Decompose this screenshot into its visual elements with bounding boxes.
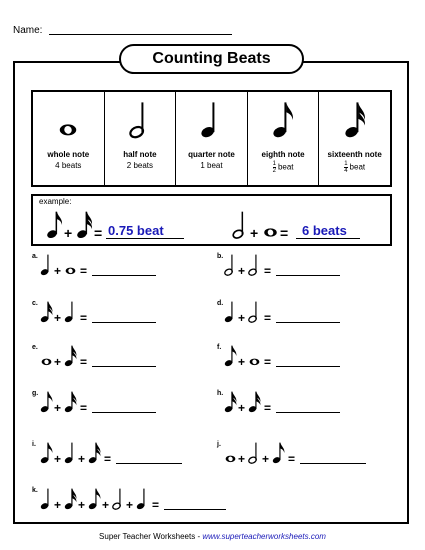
equals-sign: =: [80, 264, 88, 278]
note-name: quarter note: [188, 150, 235, 159]
half-note-icon: [248, 253, 261, 282]
answer-line-7[interactable]: [276, 412, 340, 413]
answer-line-6[interactable]: [92, 412, 156, 413]
plus-sign: +: [54, 498, 62, 512]
example-answer-1: 0.75 beat: [108, 223, 164, 238]
notes-reference-table: [31, 90, 392, 187]
beat-fraction: $\frac{1}{2}$: [272, 161, 276, 174]
name-line[interactable]: [49, 34, 232, 35]
note-name: sixteenth note: [327, 150, 382, 159]
eighth-note-icon: [40, 441, 53, 470]
quarter-note-icon: [40, 253, 53, 282]
plus-sign: +: [78, 498, 86, 512]
quarter-note-icon: [40, 487, 53, 516]
sixteenth-note-icon: [248, 390, 261, 419]
sixteenth-note-icon: [40, 300, 53, 329]
equals-sign: =: [80, 401, 88, 415]
sixteenth-note-icon: [224, 390, 237, 419]
equals-sign: =: [264, 264, 272, 278]
note-beats: 2 beats: [126, 161, 154, 170]
answer-line-9[interactable]: [300, 463, 366, 464]
plus-sign: +: [262, 452, 270, 466]
plus-sign: +: [126, 498, 134, 512]
plus-sign: +: [102, 498, 110, 512]
answer-line-3[interactable]: [276, 322, 340, 323]
note-beats: $\frac{1}{2}$ beat: [272, 161, 294, 174]
half-note-icon: [248, 441, 261, 470]
question-letter: k.: [32, 487, 38, 494]
equals-sign: =: [264, 311, 272, 325]
footer-link[interactable]: www.superteacherworksheets.com: [202, 532, 326, 541]
plus-sign: +: [64, 225, 73, 241]
question-letter: j.: [217, 441, 221, 448]
half-note-icon: [232, 210, 249, 245]
half-note-icon: [224, 253, 237, 282]
quarter-note-icon: [64, 300, 77, 329]
answer-line-2[interactable]: [92, 322, 156, 323]
half-note-icon: [248, 300, 261, 329]
plus-sign: +: [250, 225, 259, 241]
answer-line-0[interactable]: [92, 275, 156, 276]
example-answer-2: 6 beats: [302, 223, 347, 238]
quarter-note-icon: [136, 487, 149, 516]
question-letter: c.: [32, 300, 38, 307]
plus-sign: +: [54, 264, 62, 278]
plus-sign: +: [238, 452, 246, 466]
sixteenth-note-icon: [88, 441, 101, 470]
equals-sign: =: [264, 355, 272, 369]
question-letter: g.: [32, 390, 39, 397]
whole-note-icon: [248, 344, 261, 373]
quarter-note-icon: [64, 441, 77, 470]
question-letter: a.: [32, 253, 38, 260]
note-cell-sixteenth: [319, 92, 390, 185]
plus-sign: +: [54, 355, 62, 369]
sixteenth-note-icon: [76, 210, 93, 245]
note-beats: 1 beat: [200, 161, 223, 170]
note-name: eighth note: [261, 150, 305, 159]
note-cell-eighth: [248, 92, 320, 185]
note-name: half note: [123, 150, 157, 159]
note-cell-half: [105, 92, 177, 185]
answer-line-8[interactable]: [116, 463, 182, 464]
example-label: example:: [39, 197, 72, 206]
sixteenth-note-icon: [64, 390, 77, 419]
plus-sign: +: [54, 311, 62, 325]
page-title: Counting Beats: [119, 44, 304, 74]
plus-sign: +: [78, 452, 86, 466]
name-label: Name:: [13, 25, 43, 36]
eighth-note-icon: [272, 441, 285, 470]
note-cell-quarter: [176, 92, 248, 185]
whole-note-icon: [262, 210, 279, 245]
answer-line-1[interactable]: [276, 275, 340, 276]
equals-sign: =: [94, 225, 103, 241]
plus-sign: +: [54, 401, 62, 415]
question-letter: i.: [32, 441, 36, 448]
half-note-icon: [112, 487, 125, 516]
note-name: whole note: [47, 150, 90, 159]
question-letter: d.: [217, 300, 224, 307]
footer: [0, 532, 425, 541]
whole-note-icon: [64, 253, 77, 282]
answer-line-5[interactable]: [276, 366, 340, 367]
sixteenth-note-icon: [64, 344, 77, 373]
plus-sign: +: [54, 452, 62, 466]
equals-sign: =: [80, 355, 88, 369]
quarter-note-icon: [224, 300, 237, 329]
equals-sign: =: [152, 498, 160, 512]
question-letter: e.: [32, 344, 38, 351]
eighth-note-icon: [40, 390, 53, 419]
equals-sign: =: [264, 401, 272, 415]
example-line-1[interactable]: [106, 238, 184, 239]
equals-sign: =: [104, 452, 112, 466]
plus-sign: +: [238, 401, 246, 415]
note-cell-whole: [33, 92, 105, 185]
example-line-2[interactable]: [296, 238, 360, 239]
whole-note-icon: [40, 344, 53, 373]
eighth-note-icon: [224, 344, 237, 373]
equals-sign: =: [280, 225, 289, 241]
answer-line-10[interactable]: [164, 509, 226, 510]
sixteenth-note-icon: [64, 487, 77, 516]
plus-sign: +: [238, 355, 246, 369]
note-beats: 4 beats: [55, 161, 82, 170]
eighth-note-icon: [88, 487, 101, 516]
question-letter: h.: [217, 390, 224, 397]
answer-line-4[interactable]: [92, 366, 156, 367]
plus-sign: +: [238, 264, 246, 278]
beat-fraction: $\frac{1}{4}$: [344, 161, 348, 174]
question-letter: f.: [217, 344, 222, 351]
equals-sign: =: [80, 311, 88, 325]
note-beats: $\frac{1}{4}$ beat: [344, 161, 366, 174]
question-letter: b.: [217, 253, 224, 260]
plus-sign: +: [238, 311, 246, 325]
eighth-note-icon: [46, 210, 63, 245]
whole-note-icon: [224, 441, 237, 470]
footer-text: Super Teacher Worksheets -: [99, 532, 203, 541]
equals-sign: =: [288, 452, 296, 466]
